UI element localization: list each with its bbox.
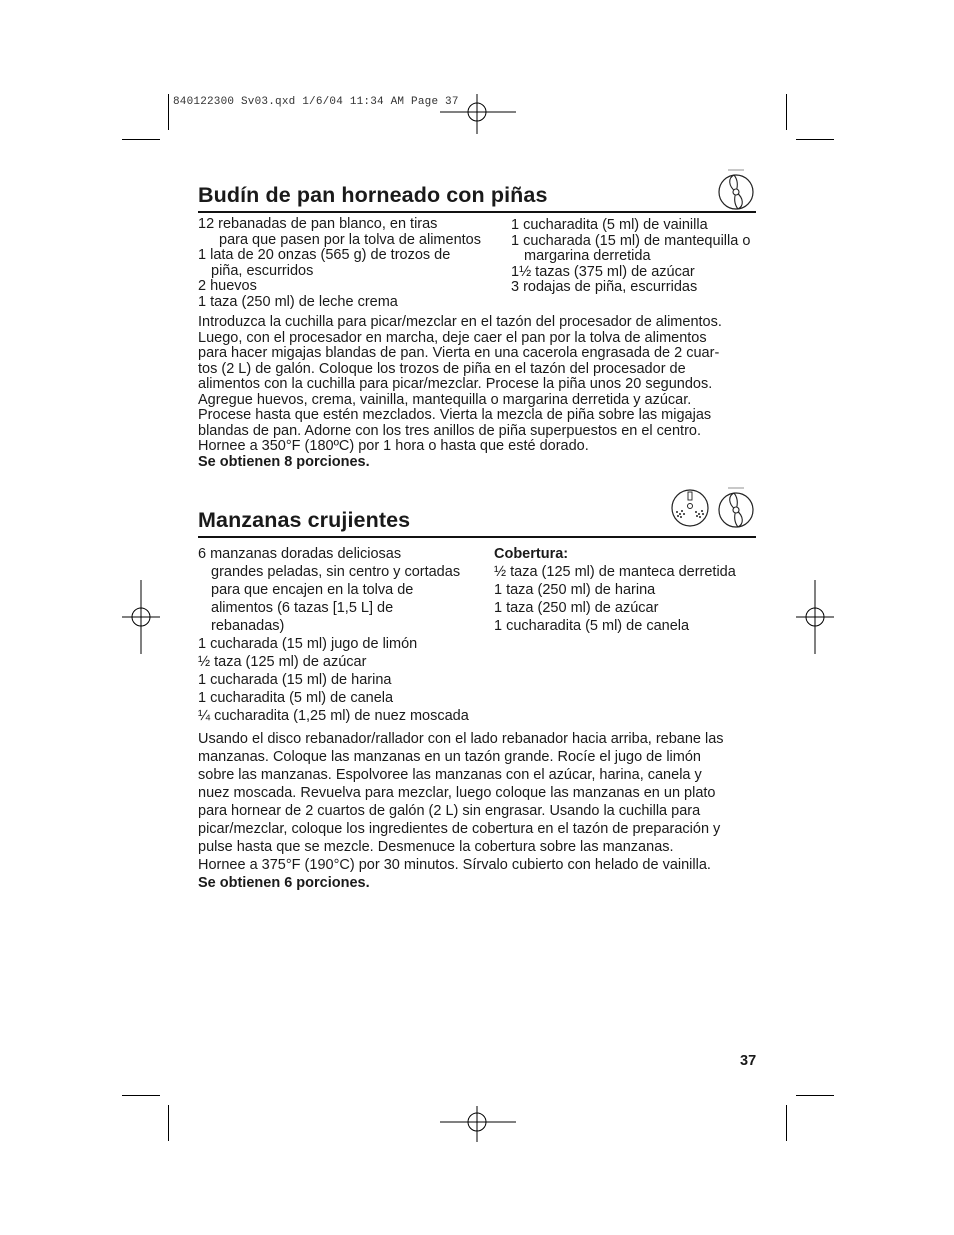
direction-line: blandas de pan. Adorne con los tres anillos de piña superpuestos en el centro. [198, 422, 702, 439]
chopping-blade-icon [714, 168, 758, 214]
ingredient: 6 manzanas doradas deliciosas [198, 546, 402, 562]
recipe-title: Manzanas crujientes [198, 508, 411, 532]
recipe-yield: Se obtienen 8 porciones. [198, 453, 370, 470]
ingredient: 1 taza (250 ml) de azúcar [494, 600, 659, 616]
ingredient: 2 huevos [198, 278, 257, 294]
ingredient: 1 cucharadita (5 ml) de vainilla [511, 217, 708, 233]
ingredient: ¼ cucharadita (1,25 ml) de nuez moscada [198, 708, 469, 724]
direction-line: para hornear de 2 cuartos de galón (2 L) sin engrasar. Usando la cuchilla para [198, 803, 701, 819]
direction-line: alimentos con la cuchilla para picar/mezclar. Procese la piña unos 20 segundos. [198, 376, 713, 392]
ingredient: 1 cucharadita (5 ml) de canela [494, 618, 690, 634]
ingredient: 1 lata de 20 onzas (565 g) de trozos de [198, 247, 451, 263]
ingredient: ½ taza (125 ml) de azúcar [198, 654, 367, 670]
ingredient: 3 rodajas de piña, escurridas [511, 279, 698, 295]
registration-mark-right [796, 580, 834, 654]
ingredient: rebanadas) [211, 618, 285, 634]
recipe-directions [198, 315, 763, 470]
topping-heading: Cobertura: [494, 546, 569, 562]
ingredient: 1 cucharada (15 ml) de harina [198, 672, 392, 688]
chopping-blade-icon [714, 486, 758, 532]
slicing-disc-icon [668, 486, 712, 530]
direction-line: picar/mezclar, coloque los ingredientes de cobertura en el tazón de preparación y [198, 821, 721, 837]
ingredient: 1 taza (250 ml) de leche crema [198, 293, 398, 310]
ingredient: 1 cucharada (15 ml) de mantequilla o [511, 232, 751, 249]
direction-line: nuez moscada. Revuelva para mezclar, luego coloque las manzanas en un plato [198, 785, 716, 801]
ingredient: para que pasen por la tolva de alimentos [219, 231, 481, 248]
page-number: 37 [740, 1053, 757, 1069]
registration-mark-top [440, 94, 516, 134]
ingredient: 1 cucharada (15 ml) jugo de limón [198, 636, 418, 652]
direction-line: Procese hasta que estén mezclados. Vierta la mezcla de piña sobre las migajas [198, 407, 712, 423]
direction-line: Usando el disco rebanador/rallador con el lado rebanador hacia arriba, rebane las [198, 731, 724, 747]
ingredients-right [494, 545, 736, 635]
direction-line: Luego, con el procesador en marcha, deje caer el pan por la tolva de alimentos [198, 329, 707, 346]
ingredient: alimentos (6 tazas [1,5 L] de [211, 600, 394, 616]
title-rule [198, 211, 756, 213]
registration-mark-left [122, 580, 160, 654]
direction-line: tos (2 L) de galón. Coloque los trozos de piña en el tazón del procesador de [198, 360, 686, 377]
direction-line: pulse hasta que se mezcle. Desmenuce la cobertura sobre las manzanas. [198, 839, 674, 855]
direction-line: Hornee a 375°F (190°C) por 30 minutos. Sírvalo cubierto con helado de vainilla. [198, 857, 711, 873]
direction-line: para hacer migajas blandas de pan. Vierta en una cacerola engrasada de 2 cuar- [198, 345, 720, 361]
ingredient: margarina derretida [524, 248, 651, 264]
ingredients-right [511, 218, 750, 296]
ingredient: 1 taza (250 ml) de harina [494, 582, 656, 598]
registration-mark-bottom [440, 1106, 516, 1142]
ingredients-left [198, 217, 481, 310]
ingredient: piña, escurridos [211, 262, 314, 279]
direction-line: Agregue huevos, crema, vainilla, mantequilla o margarina derretida y azúcar. [198, 391, 692, 408]
printer-slug: 840122300 Sv03.qxd 1/6/04 11:34 AM Page 37 [173, 96, 459, 108]
ingredient: grandes peladas, sin centro y cortadas [211, 564, 461, 580]
title-rule [198, 536, 756, 538]
ingredients-left [198, 545, 469, 725]
ingredient: ½ taza (125 ml) de manteca derretida [494, 564, 736, 580]
ingredient: 1½ tazas (375 ml) de azúcar [511, 263, 695, 280]
ingredient: 1 cucharadita (5 ml) de canela [198, 690, 394, 706]
recipe-yield: Se obtienen 6 porciones. [198, 875, 370, 891]
direction-line: Introduzca la cuchilla para picar/mezclar en el tazón del procesador de alimentos. [198, 314, 722, 330]
direction-line: Hornee a 350°F (180ºC) por 1 hora o hasta que esté dorado. [198, 438, 589, 454]
ingredient: para que encajen en la tolva de [211, 582, 414, 598]
recipe-title: Budín de pan horneado con piñas [198, 183, 548, 207]
direction-line: manzanas. Coloque las manzanas en un tazón grande. Rocíe el jugo de limón [198, 749, 701, 765]
direction-line: sobre las manzanas. Espolvoree las manzanas con el azúcar, harina, canela y [198, 767, 702, 783]
ingredient: 12 rebanadas de pan blanco, en tiras [198, 216, 438, 232]
recipe-directions [198, 730, 763, 892]
